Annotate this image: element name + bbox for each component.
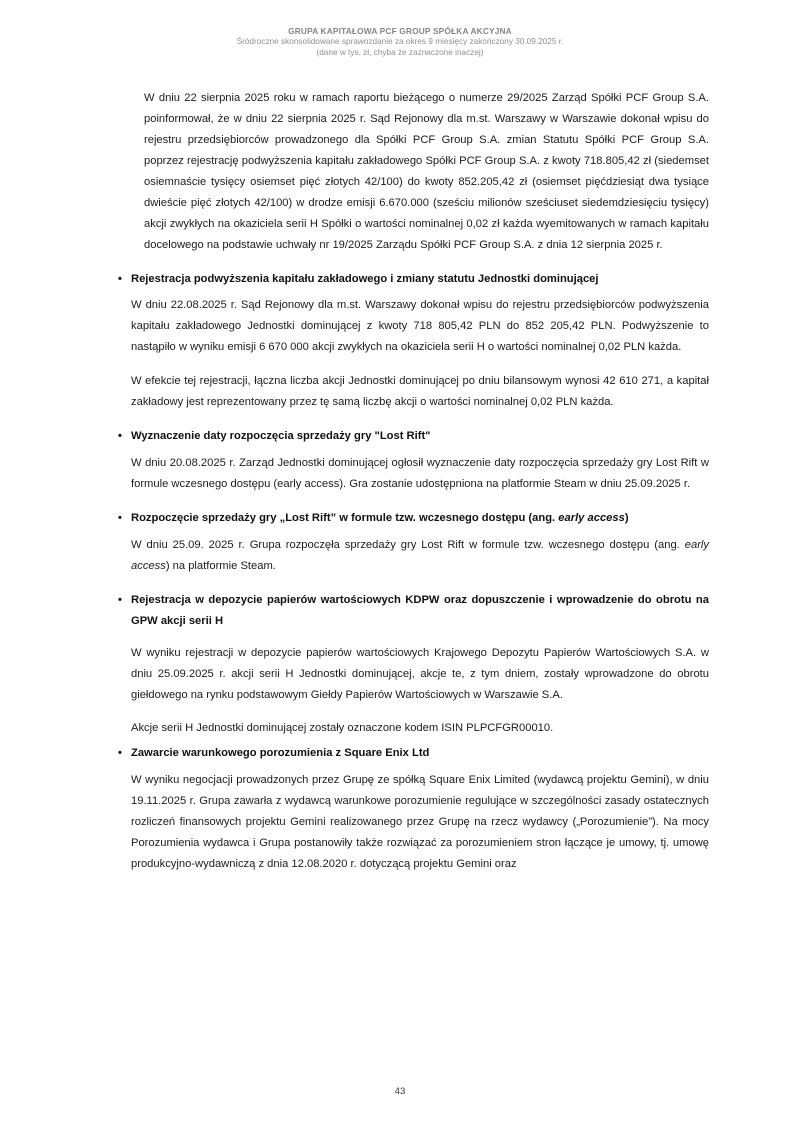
header-company-name: GRUPA KAPITAŁOWA PCF GROUP SPÓŁKA AKCYJNA xyxy=(288,26,512,36)
section-heading-square-enix-agreement: • Zawarcie warunkowego porozumienia z Square Enix Ltd xyxy=(119,743,709,764)
header-report-subtitle: Śródroczne skonsolidowane sprawozdanie za okres 9 miesięcy zakończony 30.09.2025 r. xyxy=(236,36,564,46)
section-paragraph-kdpw-gpw-2: Akcje serii H Jednostki dominującej zostały oznaczone kodem ISIN PLPCFGR00010. xyxy=(131,722,554,735)
section-paragraph-kdpw-gpw-1: W wyniku rejestracji w depozycie papierów wartościowych Krajowego Depozytu Papierów Wartościowych S.A. w dniu 25.09.2025 r. akcji serii H Jednostki dominującej, akcje te, z tym dniem, zostały wprowadzone do obrotu giełdowego na rynku podstawowym Giełdy Papierów Wartościowych w Warszawie S.A. xyxy=(131,646,709,701)
section-heading-lost-rift-date: • Wyznaczenie daty rozpoczęcia sprzedaży gry "Lost Rift" xyxy=(119,426,709,447)
section-paragraph-capital-increase-2: W efekcie tej rejestracji, łączna liczba akcji Jednostki dominującej po dniu bilansowym wynosi 42 610 271, a kapitał zakładowy jest reprezentowany przez tę samą liczbę akcji o wartości nominalnej 0,02 PLN każda. xyxy=(131,375,709,409)
section-heading-early-access-launch xyxy=(119,508,709,529)
section-paragraph-early-access-launch-1 xyxy=(119,535,709,577)
paragraph-text-italic: early access xyxy=(131,538,709,572)
heading-text-after-italic: ) xyxy=(624,511,629,524)
section-paragraph-lost-rift-date-1: W dniu 20.08.2025 r. Zarząd Jednostki dominującej ogłosił wyznaczenie daty rozpoczęcia sprzedaży gry Lost Rift w formule wczesnego dostępu (early access). Gra zostanie udostępniona na platformie Steam w dniu 25.09.2025 r. xyxy=(131,457,709,490)
page-number: 43 xyxy=(394,1086,406,1097)
section-paragraph-capital-increase-1: W dniu 22.08.2025 r. Sąd Rejonowy dla m.st. Warszawy dokonał wpisu do rejestru przedsiębiorców podwyższenia kapitału zakładowego Jednostki dominującej z kwoty 718 805,42 PLN do 852 205,42 PLN. Podwyższenie to nastąpiło w wyniku emisji 6 670 000 akcji zwykłych na okaziciela serii H o wartości nominalnej 0,02 PLN każda. xyxy=(131,299,709,354)
heading-text-italic: early access xyxy=(558,511,625,524)
heading-text-before-italic: Rozpoczęcie sprzedaży gry „Lost Rift” w formule tzw. wczesnego dostępu (ang. xyxy=(131,511,559,524)
paragraph-text-before-italic: W dniu 25.09. 2025 r. Grupa rozpoczęła sprzedaży gry Lost Rift w formule tzw. wczesnego dostępu (ang. xyxy=(131,538,685,551)
section-heading-kdpw-gpw-registration: • Rejestracja w depozycie papierów wartościowych KDPW oraz dopuszczenie i wprowadzenie do obrotu na GPW akcji serii H xyxy=(119,590,709,632)
paragraph-text-after-italic: ) na platformie Steam. xyxy=(165,559,276,572)
header-units-note: (dane w tys. zł, chyba że zaznaczone inaczej) xyxy=(316,47,484,57)
document-body xyxy=(119,88,709,888)
section-heading-capital-increase: • Rejestracja podwyższenia kapitału zakładowego i zmiany statutu Jednostki dominującej xyxy=(119,269,709,290)
intro-paragraph: W dniu 22 sierpnia 2025 roku w ramach raportu bieżącego o numerze 29/2025 Zarząd Spółki PCF Group S.A. poinformował, że w dniu 22 sierpnia 2025 r. Sąd Rejonowy dla m.st. Warszawy w Warszawie dokonał wpisu do rejestru przedsiębiorców prowadzonego dla Spółki PCF Group S.A. zmian Statutu Spółki PCF Group S.A. poprzez rejestrację podwyższenia kapitału zakładowego Spółki PCF Group S.A. z kwoty 718.805,42 zł (siedemset osiemnaście tysięcy osiemset pięć złotych 42/100) do kwoty 852.205,42 zł (osiemset pięćdziesiąt dwa tysiące dwieście pięć złotych 42/100) w drodze emisji 6.670.000 (sześciu milionów sześciuset siedemdziesięciu tysięcy) akcji zwykłych na okaziciela serii H Spółki o wartości nominalnej 0,02 zł każda wyemitowanych w ramach kapitału docelowego na podstawie uchwały nr 19/2025 Zarządu Spółki PCF Group S.A. z dnia 12 sierpnia 2025 r. xyxy=(144,92,709,251)
document-running-header xyxy=(0,26,800,59)
section-paragraph-square-enix-1: W wyniku negocjacji prowadzonych przez Grupę ze spółką Square Enix Limited (wydawcą projektu Gemini), w dniu 19.11.2025 r. Grupa zawarła z wydawcą warunkowe porozumienie regulujące w szczególności zasady ostatecznych rozliczeń finansowych projektu Gemini realizowanego przez Grupę na rzecz wydawcy („Porozumienie”). Na mocy Porozumienia wydawca i Grupa postanowiły także rozwiązać za porozumieniem stron łączące je umowy, tj. umowę produkcyjno-wydawniczą z dnia 12.08.2020 r. dotyczącą projektu Gemini oraz xyxy=(131,774,709,871)
